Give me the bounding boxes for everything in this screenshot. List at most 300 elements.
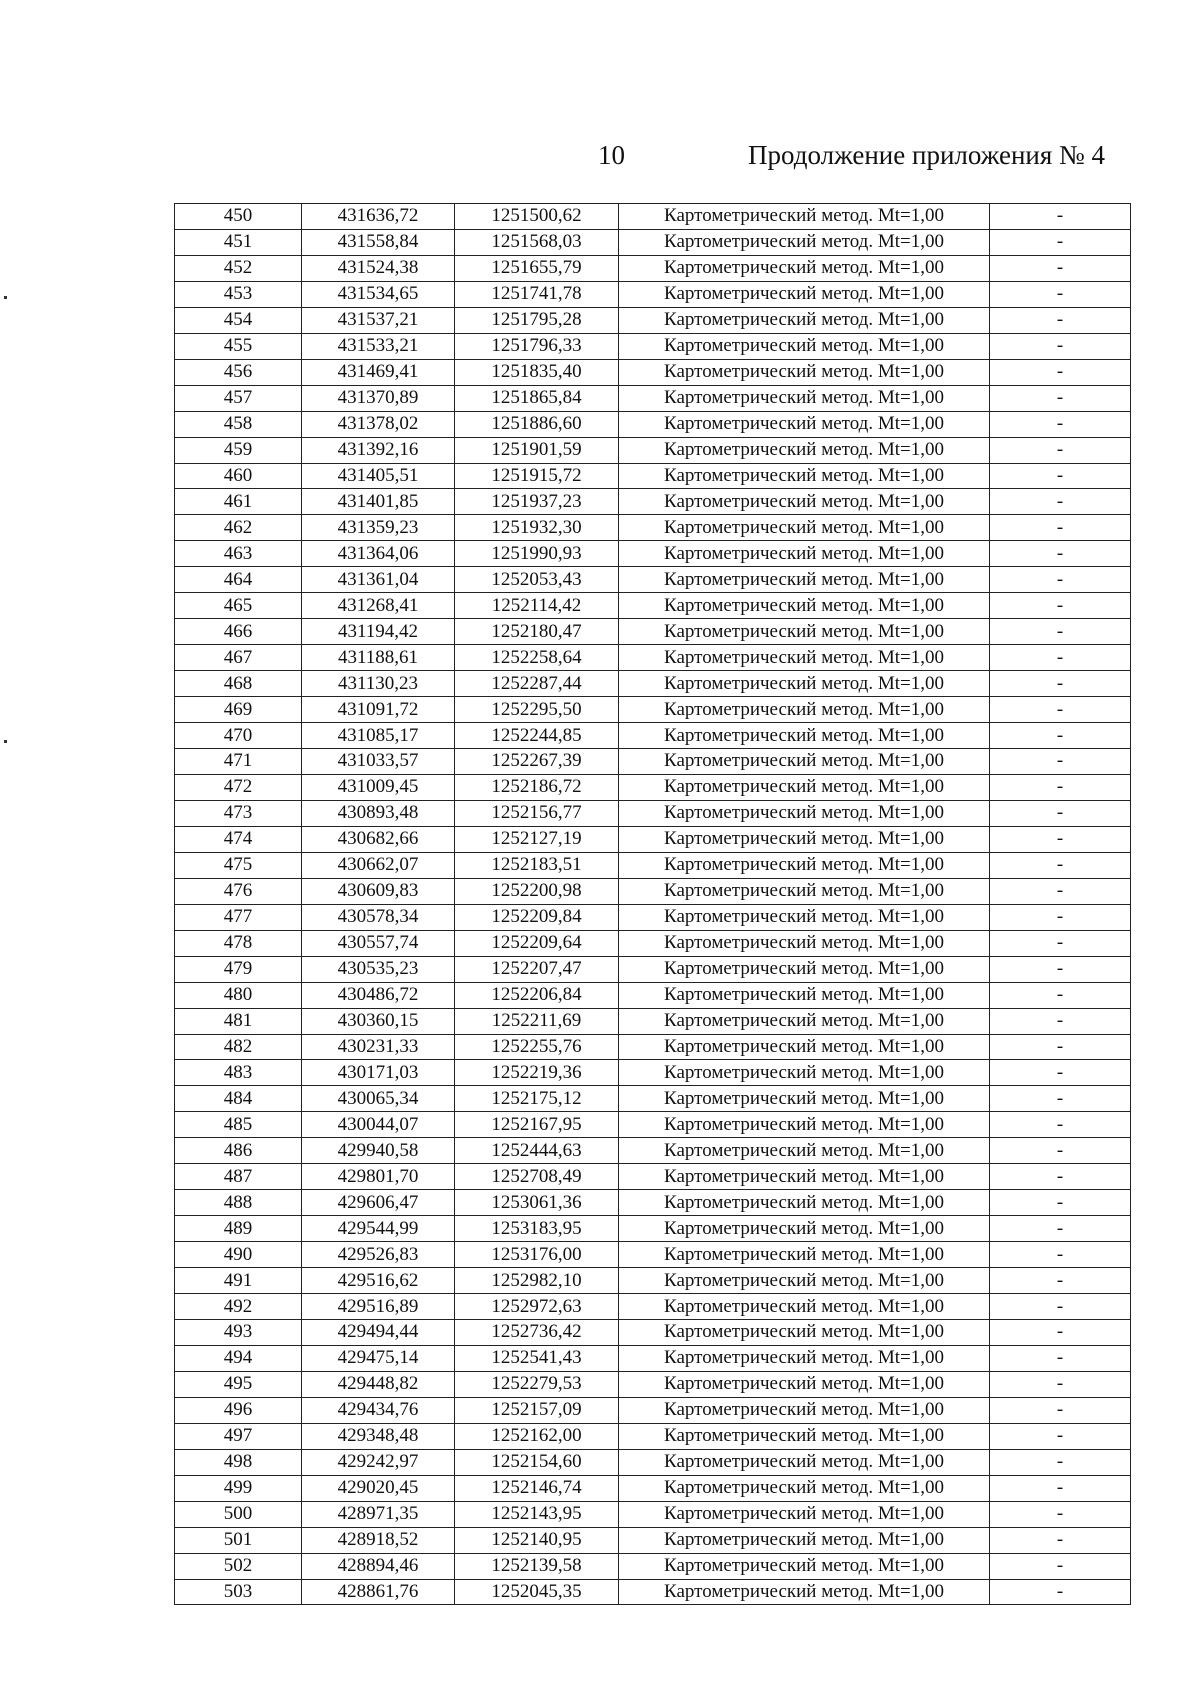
method-cell: Картометрический метод. Mt=1,00 [619,1397,990,1423]
point-number-cell: 483 [175,1060,302,1086]
y-coordinate-cell: 1252279,53 [455,1371,619,1397]
point-number-cell: 497 [175,1423,302,1449]
point-number-cell: 485 [175,1112,302,1138]
x-coordinate-cell: 428861,76 [302,1579,455,1605]
y-coordinate-cell: 1252209,84 [455,904,619,930]
note-cell: - [990,1345,1131,1371]
note-cell: - [990,307,1131,333]
table-row [175,1501,1131,1527]
table-row [175,1579,1131,1605]
method-cell: Картометрический метод. Mt=1,00 [619,1527,990,1553]
table-row [175,1423,1131,1449]
method-cell: Картометрический метод. Mt=1,00 [619,956,990,982]
point-number-cell: 487 [175,1164,302,1190]
y-coordinate-cell: 1252114,42 [455,593,619,619]
table-row [175,1527,1131,1553]
y-coordinate-cell: 1252207,47 [455,956,619,982]
point-number-cell: 501 [175,1527,302,1553]
y-coordinate-cell: 1252180,47 [455,619,619,645]
y-coordinate-cell: 1252157,09 [455,1397,619,1423]
y-coordinate-cell: 1252244,85 [455,723,619,749]
method-cell: Картометрический метод. Mt=1,00 [619,1345,990,1371]
method-cell: Картометрический метод. Mt=1,00 [619,411,990,437]
method-cell: Картометрический метод. Mt=1,00 [619,1008,990,1034]
scan-mark [4,296,7,299]
x-coordinate-cell: 429526,83 [302,1242,455,1268]
note-cell: - [990,541,1131,567]
x-coordinate-cell: 431534,65 [302,281,455,307]
method-cell: Картометрический метод. Mt=1,00 [619,255,990,281]
note-cell: - [990,1553,1131,1579]
y-coordinate-cell: 1252154,60 [455,1449,619,1475]
note-cell: - [990,619,1131,645]
point-number-cell: 468 [175,671,302,697]
point-number-cell: 463 [175,541,302,567]
note-cell: - [990,463,1131,489]
note-cell: - [990,826,1131,852]
point-number-cell: 450 [175,204,302,230]
method-cell: Картометрический метод. Mt=1,00 [619,333,990,359]
point-number-cell: 453 [175,281,302,307]
method-cell: Картометрический метод. Mt=1,00 [619,1086,990,1112]
method-cell: Картометрический метод. Mt=1,00 [619,489,990,515]
point-number-cell: 459 [175,437,302,463]
table-row [175,1112,1131,1138]
method-cell: Картометрический метод. Mt=1,00 [619,1475,990,1501]
method-cell: Картометрический метод. Mt=1,00 [619,904,990,930]
point-number-cell: 480 [175,982,302,1008]
y-coordinate-cell: 1251932,30 [455,515,619,541]
table-row [175,723,1131,749]
point-number-cell: 499 [175,1475,302,1501]
x-coordinate-cell: 431378,02 [302,411,455,437]
table-row [175,204,1131,230]
y-coordinate-cell: 1251795,28 [455,307,619,333]
note-cell: - [990,1060,1131,1086]
method-cell: Картометрический метод. Mt=1,00 [619,593,990,619]
note-cell: - [990,437,1131,463]
note-cell: - [990,904,1131,930]
point-number-cell: 482 [175,1034,302,1060]
x-coordinate-cell: 430557,74 [302,930,455,956]
x-coordinate-cell: 430609,83 [302,878,455,904]
y-coordinate-cell: 1251937,23 [455,489,619,515]
note-cell: - [990,489,1131,515]
y-coordinate-cell: 1253183,95 [455,1216,619,1242]
table-row [175,1553,1131,1579]
table-row [175,1034,1131,1060]
table-row [175,229,1131,255]
point-number-cell: 464 [175,567,302,593]
point-number-cell: 469 [175,697,302,723]
y-coordinate-cell: 1252219,36 [455,1060,619,1086]
method-cell: Картометрический метод. Mt=1,00 [619,307,990,333]
note-cell: - [990,1190,1131,1216]
point-number-cell: 493 [175,1319,302,1345]
y-coordinate-cell: 1252162,00 [455,1423,619,1449]
method-cell: Картометрический метод. Mt=1,00 [619,1579,990,1605]
y-coordinate-cell: 1252211,69 [455,1008,619,1034]
x-coordinate-cell: 431524,38 [302,255,455,281]
method-cell: Картометрический метод. Mt=1,00 [619,930,990,956]
y-coordinate-cell: 1252167,95 [455,1112,619,1138]
x-coordinate-cell: 431085,17 [302,723,455,749]
coordinates-table-body [175,204,1131,1605]
table-row [175,1268,1131,1294]
y-coordinate-cell: 1251990,93 [455,541,619,567]
table-row [175,567,1131,593]
y-coordinate-cell: 1252053,43 [455,567,619,593]
table-row [175,904,1131,930]
y-coordinate-cell: 1252736,42 [455,1319,619,1345]
x-coordinate-cell: 429434,76 [302,1397,455,1423]
point-number-cell: 502 [175,1553,302,1579]
x-coordinate-cell: 429020,45 [302,1475,455,1501]
table-row [175,956,1131,982]
table-row [175,1371,1131,1397]
method-cell: Картометрический метод. Mt=1,00 [619,359,990,385]
note-cell: - [990,255,1131,281]
method-cell: Картометрический метод. Mt=1,00 [619,697,990,723]
x-coordinate-cell: 431130,23 [302,671,455,697]
method-cell: Картометрический метод. Mt=1,00 [619,281,990,307]
note-cell: - [990,1216,1131,1242]
table-row [175,1138,1131,1164]
point-number-cell: 494 [175,1345,302,1371]
note-cell: - [990,800,1131,826]
x-coordinate-cell: 429544,99 [302,1216,455,1242]
method-cell: Картометрический метод. Mt=1,00 [619,463,990,489]
point-number-cell: 477 [175,904,302,930]
table-row [175,645,1131,671]
method-cell: Картометрический метод. Mt=1,00 [619,1190,990,1216]
y-coordinate-cell: 1252127,19 [455,826,619,852]
method-cell: Картометрический метод. Mt=1,00 [619,1501,990,1527]
x-coordinate-cell: 429516,62 [302,1268,455,1294]
table-row [175,697,1131,723]
y-coordinate-cell: 1252143,95 [455,1501,619,1527]
point-number-cell: 490 [175,1242,302,1268]
note-cell: - [990,1034,1131,1060]
x-coordinate-cell: 428971,35 [302,1501,455,1527]
x-coordinate-cell: 428918,52 [302,1527,455,1553]
note-cell: - [990,229,1131,255]
point-number-cell: 476 [175,878,302,904]
note-cell: - [990,645,1131,671]
method-cell: Картометрический метод. Mt=1,00 [619,1164,990,1190]
y-coordinate-cell: 1252186,72 [455,774,619,800]
point-number-cell: 478 [175,930,302,956]
coordinates-table [174,203,1131,1605]
x-coordinate-cell: 431359,23 [302,515,455,541]
point-number-cell: 472 [175,774,302,800]
y-coordinate-cell: 1252209,64 [455,930,619,956]
x-coordinate-cell: 431370,89 [302,385,455,411]
method-cell: Картометрический метод. Mt=1,00 [619,1294,990,1320]
table-row [175,307,1131,333]
method-cell: Картометрический метод. Mt=1,00 [619,774,990,800]
point-number-cell: 451 [175,229,302,255]
table-row [175,359,1131,385]
x-coordinate-cell: 430662,07 [302,852,455,878]
table-row [175,333,1131,359]
point-number-cell: 492 [175,1294,302,1320]
point-number-cell: 500 [175,1501,302,1527]
note-cell: - [990,1501,1131,1527]
point-number-cell: 496 [175,1397,302,1423]
x-coordinate-cell: 431558,84 [302,229,455,255]
table-row [175,437,1131,463]
y-coordinate-cell: 1252444,63 [455,1138,619,1164]
point-number-cell: 498 [175,1449,302,1475]
method-cell: Картометрический метод. Mt=1,00 [619,1423,990,1449]
x-coordinate-cell: 429242,97 [302,1449,455,1475]
table-row [175,619,1131,645]
point-number-cell: 488 [175,1190,302,1216]
method-cell: Картометрический метод. Mt=1,00 [619,826,990,852]
table-row [175,1475,1131,1501]
page-number: 10 [598,140,625,170]
y-coordinate-cell: 1253176,00 [455,1242,619,1268]
table-row [175,1397,1131,1423]
y-coordinate-cell: 1252139,58 [455,1553,619,1579]
note-cell: - [990,774,1131,800]
x-coordinate-cell: 431188,61 [302,645,455,671]
point-number-cell: 473 [175,800,302,826]
table-row [175,515,1131,541]
method-cell: Картометрический метод. Mt=1,00 [619,800,990,826]
y-coordinate-cell: 1251568,03 [455,229,619,255]
note-cell: - [990,385,1131,411]
y-coordinate-cell: 1252175,12 [455,1086,619,1112]
x-coordinate-cell: 431268,41 [302,593,455,619]
table-row [175,1319,1131,1345]
point-number-cell: 452 [175,255,302,281]
x-coordinate-cell: 430360,15 [302,1008,455,1034]
point-number-cell: 503 [175,1579,302,1605]
method-cell: Картометрический метод. Mt=1,00 [619,1216,990,1242]
point-number-cell: 461 [175,489,302,515]
note-cell: - [990,723,1131,749]
method-cell: Картометрический метод. Mt=1,00 [619,515,990,541]
y-coordinate-cell: 1251796,33 [455,333,619,359]
scan-mark [4,740,7,743]
note-cell: - [990,567,1131,593]
x-coordinate-cell: 430893,48 [302,800,455,826]
table-row [175,878,1131,904]
y-coordinate-cell: 1251865,84 [455,385,619,411]
y-coordinate-cell: 1252267,39 [455,749,619,775]
point-number-cell: 486 [175,1138,302,1164]
note-cell: - [990,956,1131,982]
x-coordinate-cell: 429516,89 [302,1294,455,1320]
x-coordinate-cell: 430044,07 [302,1112,455,1138]
method-cell: Картометрический метод. Mt=1,00 [619,1553,990,1579]
x-coordinate-cell: 430171,03 [302,1060,455,1086]
point-number-cell: 470 [175,723,302,749]
x-coordinate-cell: 431401,85 [302,489,455,515]
point-number-cell: 457 [175,385,302,411]
y-coordinate-cell: 1251741,78 [455,281,619,307]
note-cell: - [990,359,1131,385]
point-number-cell: 465 [175,593,302,619]
y-coordinate-cell: 1251500,62 [455,204,619,230]
y-coordinate-cell: 1252183,51 [455,852,619,878]
point-number-cell: 475 [175,852,302,878]
method-cell: Картометрический метод. Mt=1,00 [619,1319,990,1345]
note-cell: - [990,697,1131,723]
method-cell: Картометрический метод. Mt=1,00 [619,1034,990,1060]
y-coordinate-cell: 1252541,43 [455,1345,619,1371]
note-cell: - [990,1242,1131,1268]
method-cell: Картометрический метод. Mt=1,00 [619,1060,990,1086]
method-cell: Картометрический метод. Mt=1,00 [619,567,990,593]
x-coordinate-cell: 430486,72 [302,982,455,1008]
table-row [175,1190,1131,1216]
x-coordinate-cell: 429940,58 [302,1138,455,1164]
note-cell: - [990,1423,1131,1449]
note-cell: - [990,1268,1131,1294]
note-cell: - [990,1449,1131,1475]
method-cell: Картометрический метод. Mt=1,00 [619,385,990,411]
note-cell: - [990,852,1131,878]
y-coordinate-cell: 1251901,59 [455,437,619,463]
x-coordinate-cell: 431392,16 [302,437,455,463]
table-row [175,930,1131,956]
note-cell: - [990,411,1131,437]
point-number-cell: 460 [175,463,302,489]
x-coordinate-cell: 431533,21 [302,333,455,359]
x-coordinate-cell: 429475,14 [302,1345,455,1371]
table-row [175,982,1131,1008]
table-row [175,1216,1131,1242]
table-row [175,852,1131,878]
method-cell: Картометрический метод. Mt=1,00 [619,1449,990,1475]
note-cell: - [990,1371,1131,1397]
method-cell: Картометрический метод. Mt=1,00 [619,723,990,749]
x-coordinate-cell: 431364,06 [302,541,455,567]
x-coordinate-cell: 431469,41 [302,359,455,385]
table-row [175,826,1131,852]
x-coordinate-cell: 431194,42 [302,619,455,645]
x-coordinate-cell: 431636,72 [302,204,455,230]
point-number-cell: 489 [175,1216,302,1242]
point-number-cell: 455 [175,333,302,359]
point-number-cell: 491 [175,1268,302,1294]
x-coordinate-cell: 429448,82 [302,1371,455,1397]
x-coordinate-cell: 430231,33 [302,1034,455,1060]
note-cell: - [990,1319,1131,1345]
method-cell: Картометрический метод. Mt=1,00 [619,619,990,645]
note-cell: - [990,982,1131,1008]
y-coordinate-cell: 1251655,79 [455,255,619,281]
note-cell: - [990,204,1131,230]
point-number-cell: 474 [175,826,302,852]
y-coordinate-cell: 1252140,95 [455,1527,619,1553]
x-coordinate-cell: 431009,45 [302,774,455,800]
note-cell: - [990,1475,1131,1501]
x-coordinate-cell: 431033,57 [302,749,455,775]
point-number-cell: 462 [175,515,302,541]
point-number-cell: 484 [175,1086,302,1112]
y-coordinate-cell: 1253061,36 [455,1190,619,1216]
method-cell: Картометрический метод. Mt=1,00 [619,749,990,775]
method-cell: Картометрический метод. Mt=1,00 [619,204,990,230]
x-coordinate-cell: 431091,72 [302,697,455,723]
x-coordinate-cell: 430535,23 [302,956,455,982]
y-coordinate-cell: 1252295,50 [455,697,619,723]
point-number-cell: 467 [175,645,302,671]
point-number-cell: 471 [175,749,302,775]
table-row [175,1086,1131,1112]
x-coordinate-cell: 429606,47 [302,1190,455,1216]
point-number-cell: 479 [175,956,302,982]
table-row [175,800,1131,826]
table-row [175,1294,1131,1320]
note-cell: - [990,1527,1131,1553]
x-coordinate-cell: 429348,48 [302,1423,455,1449]
y-coordinate-cell: 1252982,10 [455,1268,619,1294]
table-row [175,281,1131,307]
note-cell: - [990,1164,1131,1190]
method-cell: Картометрический метод. Mt=1,00 [619,852,990,878]
table-row [175,671,1131,697]
y-coordinate-cell: 1252287,44 [455,671,619,697]
table-row [175,255,1131,281]
note-cell: - [990,515,1131,541]
table-row [175,1008,1131,1034]
method-cell: Картометрический метод. Mt=1,00 [619,982,990,1008]
y-coordinate-cell: 1252258,64 [455,645,619,671]
table-row [175,463,1131,489]
x-coordinate-cell: 431405,51 [302,463,455,489]
y-coordinate-cell: 1252708,49 [455,1164,619,1190]
note-cell: - [990,281,1131,307]
method-cell: Картометрический метод. Mt=1,00 [619,1242,990,1268]
note-cell: - [990,1112,1131,1138]
table-row [175,1345,1131,1371]
table-row [175,1449,1131,1475]
point-number-cell: 454 [175,307,302,333]
method-cell: Картометрический метод. Mt=1,00 [619,1268,990,1294]
y-coordinate-cell: 1252200,98 [455,878,619,904]
point-number-cell: 495 [175,1371,302,1397]
table-row [175,489,1131,515]
note-cell: - [990,1579,1131,1605]
x-coordinate-cell: 430578,34 [302,904,455,930]
note-cell: - [990,749,1131,775]
x-coordinate-cell: 431361,04 [302,567,455,593]
note-cell: - [990,1086,1131,1112]
note-cell: - [990,1294,1131,1320]
y-coordinate-cell: 1252972,63 [455,1294,619,1320]
x-coordinate-cell: 430065,34 [302,1086,455,1112]
method-cell: Картометрический метод. Mt=1,00 [619,437,990,463]
point-number-cell: 466 [175,619,302,645]
table-row [175,749,1131,775]
note-cell: - [990,671,1131,697]
x-coordinate-cell: 429494,44 [302,1319,455,1345]
table-row [175,411,1131,437]
method-cell: Картометрический метод. Mt=1,00 [619,671,990,697]
note-cell: - [990,878,1131,904]
y-coordinate-cell: 1251915,72 [455,463,619,489]
x-coordinate-cell: 429801,70 [302,1164,455,1190]
point-number-cell: 458 [175,411,302,437]
method-cell: Картометрический метод. Mt=1,00 [619,645,990,671]
y-coordinate-cell: 1252146,74 [455,1475,619,1501]
table-row [175,774,1131,800]
